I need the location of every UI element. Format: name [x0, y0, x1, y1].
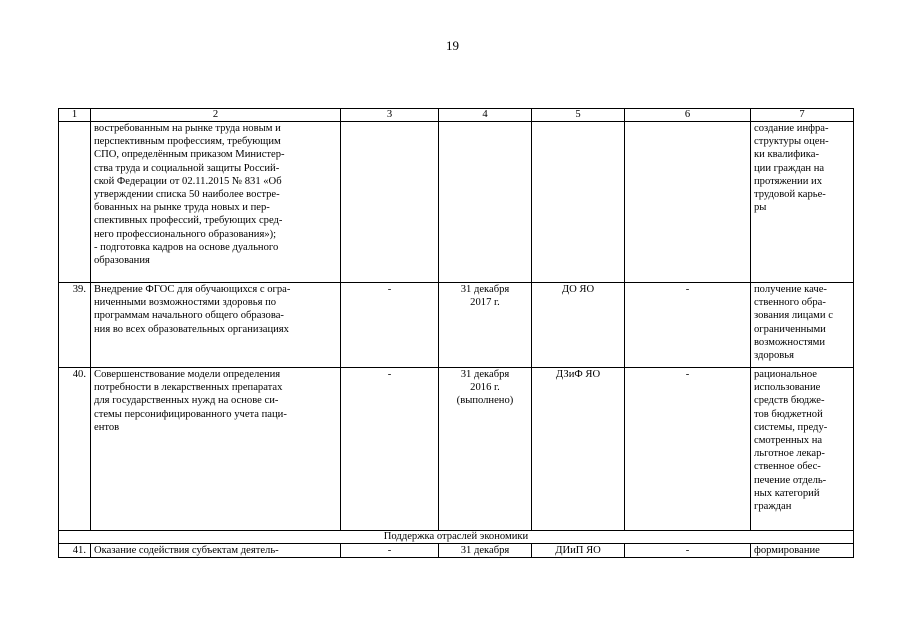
row-result: создание инфра- структуры оцен- ки квалифика- ции граждан на протяжении их трудовой карье- ры [751, 122, 854, 283]
row-result: рациональное использование средств бюдже- тов бюджетной системы, преду- смотренных на льготное лекар- ственное обес- печение отдель- ных категорий граждан [751, 368, 854, 531]
column-header: 6 [625, 109, 751, 122]
plan-table [58, 108, 854, 558]
row-col6: - [625, 368, 751, 531]
column-header: 1 [59, 109, 91, 122]
row-deadline: 31 декабря 2016 г. (выполнено) [439, 368, 532, 531]
row-description: Оказание содействия субъектам деятель- [91, 544, 341, 558]
column-header: 3 [341, 109, 439, 122]
table-row [59, 544, 854, 558]
row-number: 39. [59, 283, 91, 368]
table-row [59, 122, 854, 283]
row-description: Внедрение ФГОС для обучающихся с огра- ниченными возможностями здоровья по программам начального общего образова- ния во всех образовательных организациях [91, 283, 341, 368]
row-description: востребованным на рынке труда новым и перспективным профессиям, требующим СПО, определённым приказом Министер- ства труда и социальной защиты Россий- ской Федерации от 02.11.2015 № 831 «Об утверждении списка 50 наиболее востре- бованных на рынке труда новых и пер- спективных профессий, требующих сред- него профессионального образования»); - подготовка кадров на основе дуального образования [91, 122, 341, 283]
row-col3: - [341, 544, 439, 558]
table-header-row [59, 109, 854, 122]
row-responsible: ДИиП ЯО [532, 544, 625, 558]
column-header: 5 [532, 109, 625, 122]
row-col3 [341, 122, 439, 283]
row-description: Совершенствование модели определения потребности в лекарственных препаратах для государственных нужд на основе си- стемы персонифицированного учета паци- ентов [91, 368, 341, 531]
row-result: получение каче- ственного обра- зования лицами с ограниченными возможностями здоровья [751, 283, 854, 368]
row-number: 40. [59, 368, 91, 531]
table-row [59, 283, 854, 368]
row-number [59, 122, 91, 283]
row-deadline: 31 декабря [439, 544, 532, 558]
page-number: 19 [446, 38, 459, 53]
row-deadline: 31 декабря 2017 г. [439, 283, 532, 368]
row-col6: - [625, 544, 751, 558]
row-col3: - [341, 283, 439, 368]
row-col6 [625, 122, 751, 283]
row-col6: - [625, 283, 751, 368]
row-result: формирование [751, 544, 854, 558]
row-responsible [532, 122, 625, 283]
row-deadline [439, 122, 532, 283]
table-row [59, 368, 854, 531]
column-header: 4 [439, 109, 532, 122]
row-responsible: ДЗиФ ЯО [532, 368, 625, 531]
section-header-row [59, 531, 854, 544]
column-header: 2 [91, 109, 341, 122]
row-col3: - [341, 368, 439, 531]
row-number: 41. [59, 544, 91, 558]
column-header: 7 [751, 109, 854, 122]
section-title: Поддержка отраслей экономики [59, 531, 854, 544]
row-responsible: ДО ЯО [532, 283, 625, 368]
